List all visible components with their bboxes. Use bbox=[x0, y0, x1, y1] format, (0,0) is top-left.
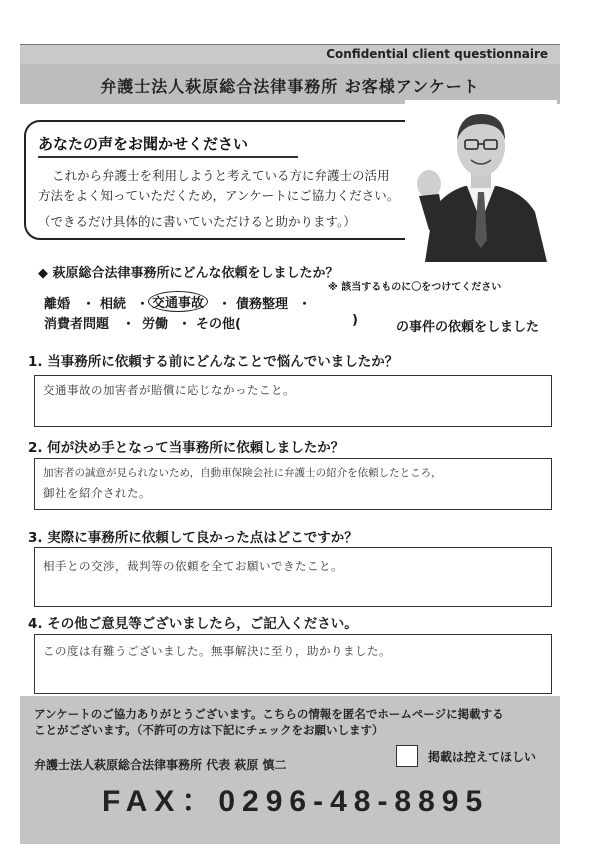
header-title-band bbox=[20, 64, 560, 104]
bubble-text-line3: （できるだけ具体的に書いていただけると助かります。） bbox=[38, 214, 356, 229]
question-2-answer-line2: 御社を紹介された。 bbox=[43, 486, 151, 500]
separator-dot: ・ bbox=[178, 317, 192, 332]
fax-number: FAX：0296-48-8895 bbox=[102, 785, 490, 818]
question-3-answer-box[interactable] bbox=[34, 547, 552, 607]
lawyer-photo bbox=[405, 100, 557, 262]
question-4-answer: この度は有難うございました。無事解決に至り，助かりました。 bbox=[43, 644, 391, 658]
question-1-answer-box[interactable] bbox=[34, 375, 552, 427]
question-4-title: 4. その他ご意見等ございましたら，ご記入ください。 bbox=[28, 616, 358, 632]
header-band-top bbox=[20, 44, 560, 65]
option-consumer-issues[interactable]: 消費者問題 bbox=[44, 317, 110, 332]
no-publish-label: 掲載は控えてほしい bbox=[428, 750, 537, 764]
question-2-title: 2. 何が決め手となって当事務所に依頼しましたか？ bbox=[28, 440, 345, 456]
separator-dot: ・ bbox=[82, 297, 96, 312]
question-1-answer: 交通事故の加害者が賠償に応じなかったこと。 bbox=[43, 383, 295, 397]
option-divorce[interactable]: 離婚 bbox=[44, 297, 71, 312]
question-3-title: 3. 実際に事務所に依頼して良かった点はどこですか？ bbox=[28, 530, 358, 546]
option-labor[interactable]: 労働 bbox=[142, 317, 169, 332]
separator-dot: ・ bbox=[298, 297, 312, 312]
request-question: ◆ 萩原総合法律事務所にどんな依頼をしましたか？ bbox=[38, 266, 339, 281]
question-2-answer-box[interactable] bbox=[34, 458, 552, 510]
other-close-paren: ) bbox=[352, 313, 358, 328]
option-traffic-accident-circled[interactable]: 交通事故 bbox=[148, 291, 208, 312]
english-label: Confidential client questionnaire bbox=[326, 47, 548, 61]
question-3-answer: 相手との交渉，裁判等の依頼を全てお願いできたこと。 bbox=[43, 559, 343, 573]
circle-instruction-note: ※ 該当するものに〇をつけてください bbox=[328, 282, 502, 293]
bubble-title-underline bbox=[38, 156, 298, 158]
separator-dot: ・ bbox=[136, 297, 150, 312]
option-debt-settlement[interactable]: 債務整理 bbox=[236, 297, 289, 312]
separator-dot: ・ bbox=[218, 297, 232, 312]
footer-consent-line2: ことがございます。（不許可の方は下記にチェックをお願いします） bbox=[34, 723, 384, 737]
question-1-title: 1. 当事務所に依頼する前にどんなことで悩んでいましたか？ bbox=[28, 354, 399, 370]
page-title: 弁護士法人萩原総合法律事務所 お客様アンケート bbox=[100, 77, 480, 96]
bubble-text-line1: これから弁護士を利用しようと考えている方に弁護士の活用 bbox=[52, 168, 390, 183]
bubble-title: あなたの声をお聞かせください bbox=[38, 135, 249, 153]
request-suffix: の事件の依頼をしました bbox=[396, 320, 540, 335]
footer-consent-line1: アンケートのご協力ありがとうございます。こちらの情報を匿名でホームページに掲載する bbox=[34, 707, 504, 721]
footer-signature: 弁護士法人萩原総合法律事務所 代表 萩原 慎二 bbox=[34, 758, 287, 772]
option-other[interactable]: その他( bbox=[196, 317, 241, 332]
question-4-answer-box[interactable] bbox=[34, 634, 552, 694]
option-inheritance[interactable]: 相続 bbox=[100, 297, 127, 312]
separator-dot: ・ bbox=[122, 317, 136, 332]
no-publish-checkbox[interactable] bbox=[396, 745, 418, 767]
question-2-answer-line1: 加害者の誠意が見られないため，自動車保険会社に弁護士の紹介を依頼したところ， bbox=[43, 467, 442, 479]
bubble-text-line2: 方法をよく知っていただくため，アンケートにご協力ください。 bbox=[38, 188, 400, 203]
